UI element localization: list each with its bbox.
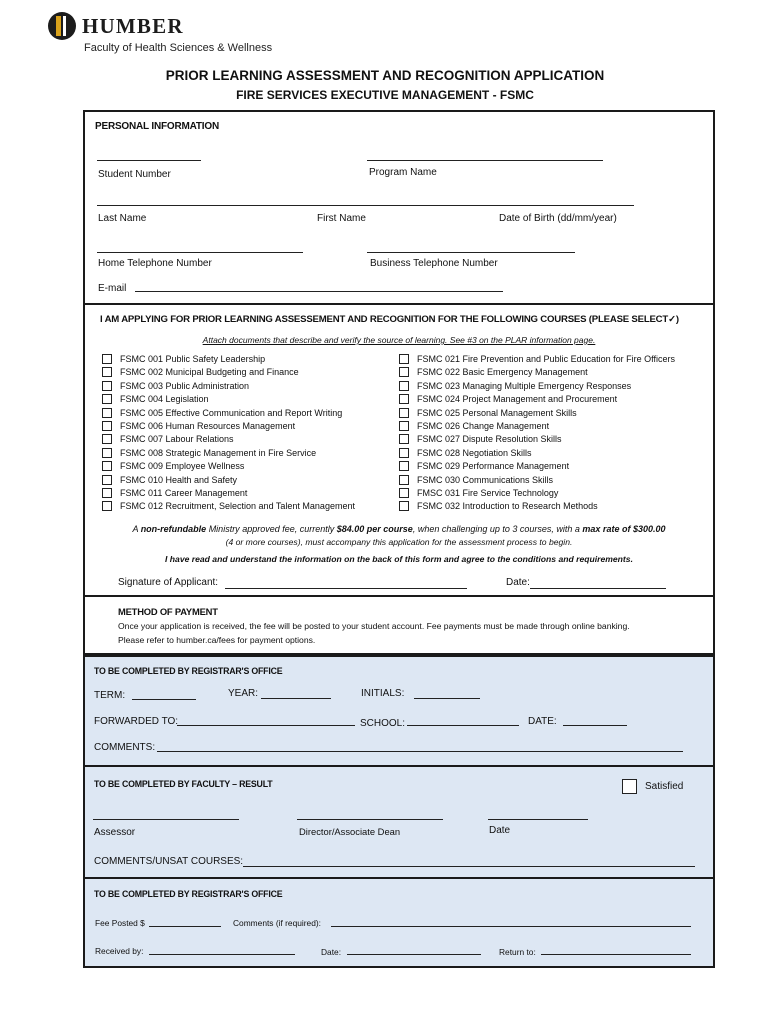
term-label: TERM: <box>94 690 126 701</box>
received-by-field[interactable] <box>149 954 295 955</box>
received-date-field[interactable] <box>347 954 481 955</box>
registrar-date-field[interactable] <box>563 725 627 726</box>
course-label: FSMC 032 Introduction to Research Methods <box>417 501 598 512</box>
course-item[interactable] <box>102 367 299 377</box>
program-name-field[interactable] <box>367 160 603 161</box>
school-field[interactable] <box>407 725 519 726</box>
course-label: FSMC 026 Change Management <box>417 421 550 431</box>
course-item[interactable] <box>399 408 577 418</box>
logo-text: HUMBER <box>82 13 184 38</box>
payment-text-2: Please refer to humber.ca/fees for payment options. <box>118 635 316 645</box>
course-item[interactable] <box>399 394 617 404</box>
student-number-label: Student Number <box>98 169 171 180</box>
assessor-field[interactable] <box>93 819 239 820</box>
course-label: FSMC 010 Health and Safety <box>120 474 238 485</box>
course-item[interactable] <box>102 488 247 498</box>
course-label: FSMC 012 Recruitment, Selection and Talent Management <box>120 501 355 512</box>
course-item[interactable] <box>399 488 558 498</box>
last-name-label: Last Name <box>98 213 147 224</box>
year-field[interactable] <box>261 698 331 699</box>
personal-heading: PERSONAL INFORMATION <box>95 121 219 132</box>
home-phone-field[interactable] <box>97 252 303 253</box>
course-item[interactable] <box>399 501 598 511</box>
first-name-label: First Name <box>317 213 366 224</box>
registrar-comments-field[interactable] <box>157 751 683 752</box>
return-to-field[interactable] <box>541 954 691 955</box>
course-checkbox[interactable] <box>399 381 409 391</box>
course-label: FSMC 027 Dispute Resolution Skills <box>417 434 562 445</box>
forwarded-label: FORWARDED TO: <box>94 716 179 727</box>
course-label: FSMC 002 Municipal Budgeting and Finance <box>120 367 299 378</box>
payment-text-1: Once your application is received, the fee will be posted to your student account. Fee payments must be made through online banking. <box>118 621 630 631</box>
course-checkbox[interactable] <box>102 394 112 404</box>
return-to-label: Return to: <box>499 947 536 957</box>
course-item[interactable] <box>102 421 295 431</box>
course-item[interactable] <box>102 475 237 485</box>
fee-posted-field[interactable] <box>149 926 221 927</box>
course-label: FSMC 024 Project Management and Procurement <box>417 394 618 405</box>
course-checkbox[interactable] <box>102 367 112 377</box>
registrar-heading-1: TO BE COMPLETED BY REGISTRAR'S OFFICE <box>94 666 283 676</box>
course-checkbox[interactable] <box>399 475 409 485</box>
registrar2-comments-label: Comments (if required): <box>233 918 321 928</box>
humber-logo-icon <box>48 12 76 40</box>
course-checkbox[interactable] <box>399 488 409 498</box>
course-checkbox[interactable] <box>399 448 409 458</box>
initials-label: INITIALS: <box>361 688 405 699</box>
course-item[interactable] <box>102 501 355 511</box>
course-item[interactable] <box>399 367 588 377</box>
course-label: FSMC 007 Labour Relations <box>120 434 234 445</box>
student-number-field[interactable] <box>97 160 201 161</box>
signature-field[interactable] <box>225 588 467 589</box>
director-field[interactable] <box>297 819 443 820</box>
business-phone-field[interactable] <box>367 252 575 253</box>
course-checkbox[interactable] <box>102 434 112 444</box>
registrar2-comments-field[interactable] <box>331 926 691 927</box>
unsat-comments-field[interactable] <box>243 866 695 867</box>
faculty-heading: TO BE COMPLETED BY FACULTY – RESULT <box>94 779 273 789</box>
forwarded-field[interactable] <box>177 725 355 726</box>
course-item[interactable] <box>399 461 569 471</box>
registrar-date-label: DATE: <box>528 716 557 727</box>
course-item[interactable] <box>102 394 209 404</box>
term-field[interactable] <box>132 699 196 700</box>
school-label: SCHOOL: <box>360 718 406 729</box>
home-phone-label: Home Telephone Number <box>98 258 212 269</box>
course-checkbox[interactable] <box>102 488 112 498</box>
faculty-result-section <box>83 765 715 879</box>
course-label: FSMC 003 Public Administration <box>120 380 250 391</box>
fee-posted-label: Fee Posted $ <box>95 918 145 928</box>
course-label: FSMC 023 Managing Multiple Emergency Responses <box>417 380 632 391</box>
course-item[interactable] <box>102 448 316 458</box>
course-checkbox[interactable] <box>399 434 409 444</box>
page-title: PRIOR LEARNING ASSESSMENT AND RECOGNITION APPLICATION <box>165 68 605 83</box>
course-item[interactable] <box>399 354 675 364</box>
email-field[interactable] <box>135 291 503 292</box>
course-label: FSMC 028 Negotiation Skills <box>417 447 532 458</box>
course-checkbox[interactable] <box>102 354 112 364</box>
course-checkbox[interactable] <box>399 354 409 364</box>
director-label: Director/Associate Dean <box>299 826 401 837</box>
fee-statement-2: (4 or more courses), must accompany this application for the assessment process to begin. <box>225 537 573 547</box>
course-label: FSMC 029 Performance Management <box>417 461 570 472</box>
course-checkbox[interactable] <box>102 408 112 418</box>
email-label: E-mail <box>98 283 127 294</box>
initials-field[interactable] <box>414 698 480 699</box>
course-checkbox[interactable] <box>399 367 409 377</box>
signature-label: Signature of Applicant: <box>118 577 219 588</box>
satisfied-label: Satisfied <box>645 781 684 792</box>
signature-date-label: Date: <box>506 577 530 588</box>
course-label: FSMC 005 Effective Communication and Report Writing <box>120 407 343 418</box>
course-item[interactable] <box>399 475 553 485</box>
course-item[interactable] <box>399 381 631 391</box>
course-item[interactable] <box>102 408 342 418</box>
year-label: YEAR: <box>228 688 259 699</box>
payment-heading: METHOD OF PAYMENT <box>118 606 218 617</box>
course-checkbox[interactable] <box>399 461 409 471</box>
fee-statement: A non-refundable Ministry approved fee, currently $84.00 per course, when challenging up to 3 courses, with a max rate of $300.00 <box>132 524 666 534</box>
courses-heading: I AM APPLYING FOR PRIOR LEARNING ASSESSEMENT AND RECOGNITION FOR THE FOLLOWING COURSES (PLEASE SELECT✓) <box>100 314 679 325</box>
registrar-heading-2: TO BE COMPLETED BY REGISTRAR'S OFFICE <box>94 889 283 899</box>
course-checkbox[interactable] <box>102 421 112 431</box>
course-item[interactable] <box>399 421 549 431</box>
program-name-label: Program Name <box>369 167 437 178</box>
course-checkbox[interactable] <box>102 501 112 511</box>
course-checkbox[interactable] <box>102 381 112 391</box>
courses-section <box>83 303 715 597</box>
satisfied-checkbox[interactable] <box>622 779 637 794</box>
faculty-date-label: Date <box>489 825 511 836</box>
course-checkbox[interactable] <box>399 421 409 431</box>
registrar-section-1 <box>83 655 715 767</box>
courses-instruction: Attach documents that describe and verify the source of learning. See #3 on the PLAR information page. <box>202 335 596 345</box>
course-label: FSMC 011 Career Management <box>120 488 248 498</box>
course-label: FMSC 031 Fire Service Technology <box>417 488 559 498</box>
course-label: FSMC 025 Personal Management Skills <box>417 407 577 418</box>
received-by-label: Received by: <box>95 946 144 956</box>
personal-section <box>83 110 715 305</box>
payment-section <box>83 595 715 655</box>
dob-label: Date of Birth (dd/mm/year) <box>499 213 617 224</box>
faculty-date-field[interactable] <box>488 819 588 820</box>
faculty-name: Faculty of Health Sciences & Wellness <box>84 42 273 54</box>
unsat-comments-label: COMMENTS/UNSAT COURSES: <box>94 856 244 867</box>
course-label: FSMC 009 Employee Wellness <box>120 461 245 472</box>
course-label: FSMC 021 Fire Prevention and Public Education for Fire Officers <box>417 354 675 364</box>
course-item[interactable] <box>399 434 562 444</box>
course-label: FSMC 008 Strategic Management in Fire Service <box>120 447 317 458</box>
course-item[interactable] <box>102 434 234 444</box>
registrar-section-2 <box>83 877 715 968</box>
received-date-label: Date: <box>321 947 342 957</box>
page-subtitle: FIRE SERVICES EXECUTIVE MANAGEMENT - FSMC <box>236 88 534 102</box>
course-checkbox[interactable] <box>102 475 112 485</box>
course-item[interactable] <box>102 461 244 471</box>
logo <box>48 12 184 40</box>
course-label: FSMC 022 Basic Emergency Management <box>417 367 588 378</box>
business-phone-label: Business Telephone Number <box>370 258 498 269</box>
course-checkbox[interactable] <box>399 394 409 404</box>
name-dob-field[interactable] <box>97 205 634 206</box>
agreement-text: I have read and understand the information on the back of this form and agree to the conditions and requirements. <box>165 554 633 564</box>
course-checkbox[interactable] <box>399 408 409 418</box>
course-item[interactable] <box>102 381 249 391</box>
course-label: FSMC 030 Communications Skills <box>417 474 554 485</box>
course-label: FSMC 001 Public Safety Leadership <box>120 354 266 364</box>
course-checkbox[interactable] <box>399 501 409 511</box>
assessor-label: Assessor <box>94 827 136 838</box>
course-label: FSMC 004 Legislation <box>120 394 209 405</box>
course-item[interactable] <box>399 448 532 458</box>
course-checkbox[interactable] <box>102 461 112 471</box>
registrar-comments-label: COMMENTS: <box>94 742 156 753</box>
course-item[interactable] <box>102 354 265 364</box>
signature-date-field[interactable] <box>530 588 666 589</box>
course-label: FSMC 006 Human Resources Management <box>120 421 296 431</box>
course-checkbox[interactable] <box>102 448 112 458</box>
